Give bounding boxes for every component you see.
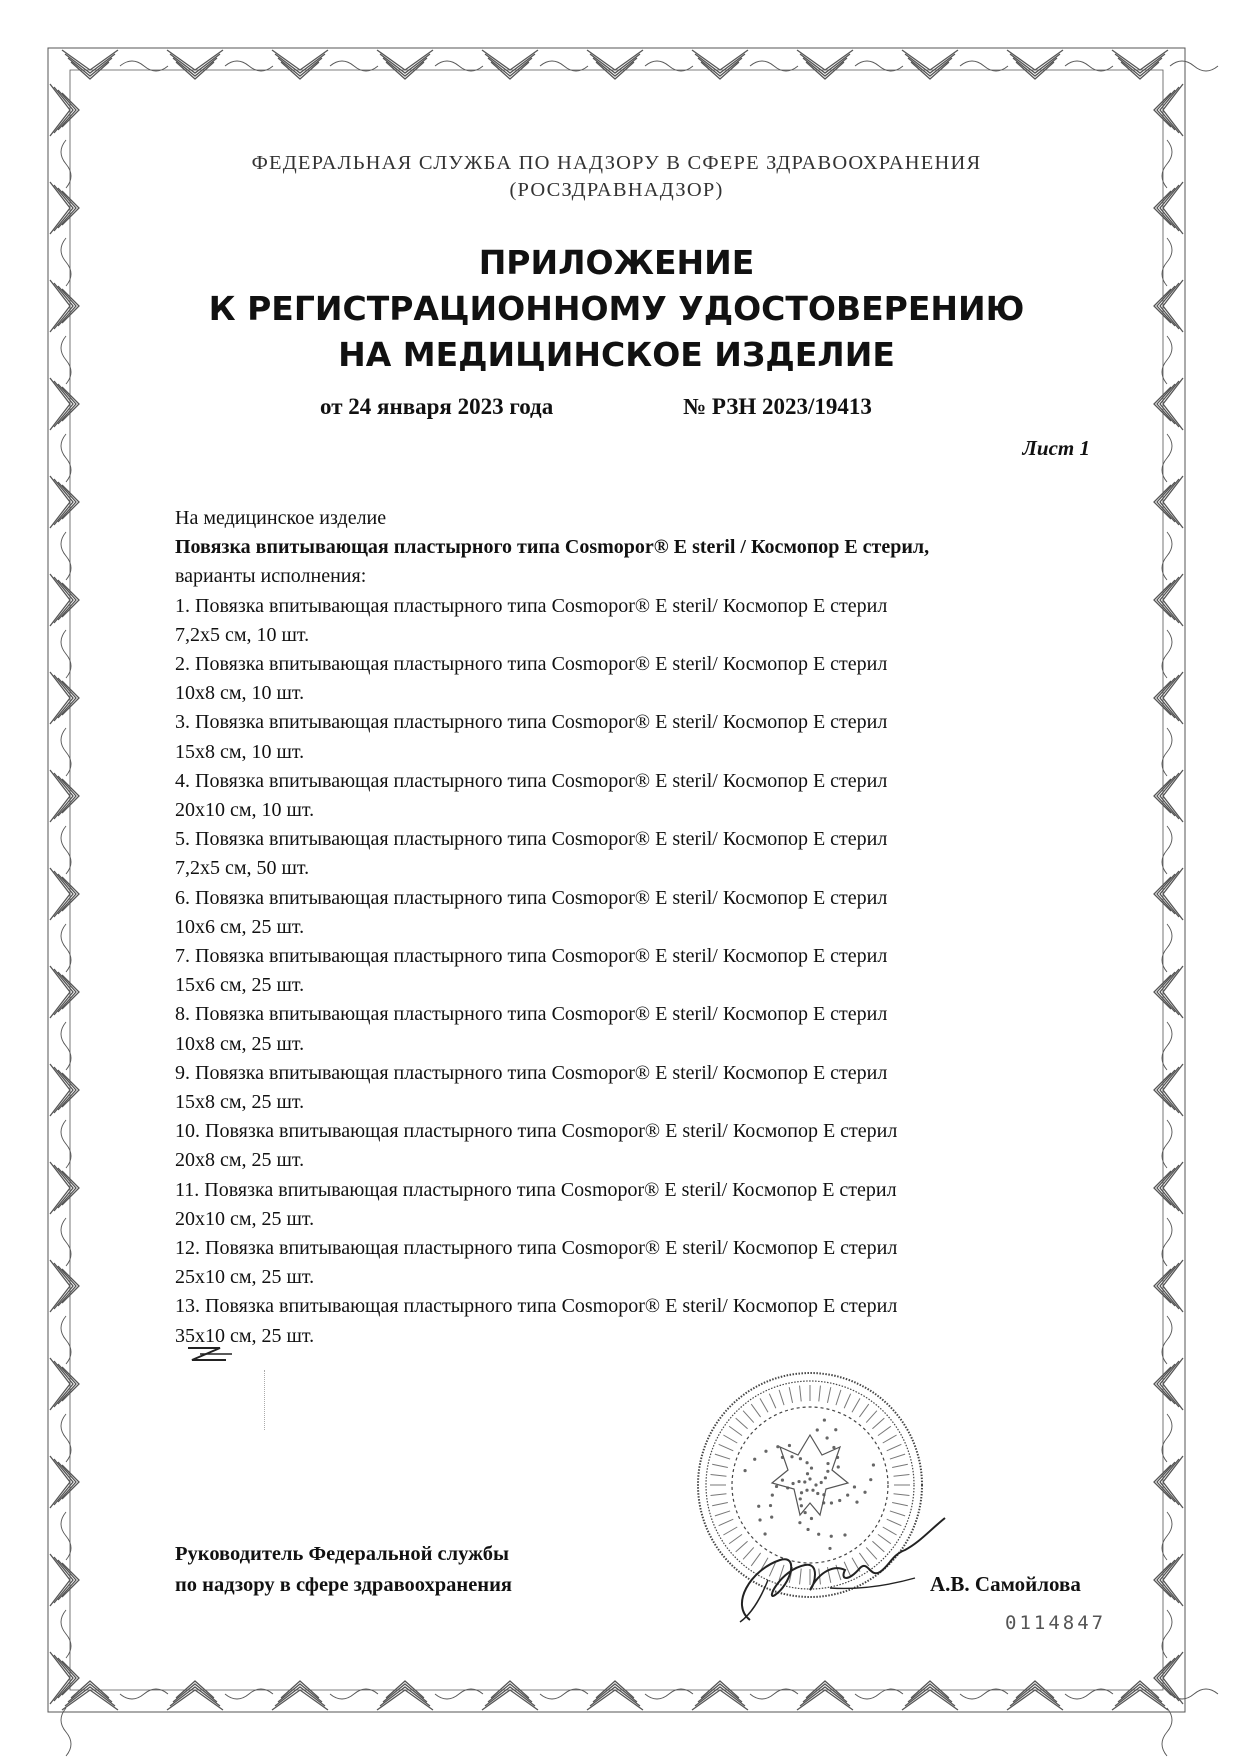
- role-line-1: Руководитель Федеральной службы: [175, 1543, 509, 1565]
- variant-size: 20x10 см, 25 шт.: [175, 1207, 315, 1230]
- variants-list: [175, 592, 1125, 1351]
- variant-item: [175, 1176, 1125, 1234]
- variant-item: [175, 1292, 1125, 1350]
- variant-description: 9. Повязка впитывающая пластырного типа Cosmopor® E steril/ Космопор Е стерил: [175, 1061, 888, 1084]
- dotted-line: [264, 1370, 265, 1430]
- signature: [720, 1510, 960, 1630]
- document-title: [150, 240, 1083, 378]
- variant-description: 13. Повязка впитывающая пластырного типа Cosmopor® E steril/ Космопор Е стерил: [175, 1295, 898, 1318]
- variant-size: 15x6 см, 25 шт.: [175, 974, 305, 997]
- title-line-2: К РЕГИСТРАЦИОННОМУ УДОСТОВЕРЕНИЮ: [208, 289, 1025, 328]
- variant-size: 10x6 см, 25 шт.: [175, 915, 305, 938]
- signatory-name: А.В. Самойлова: [930, 1572, 1081, 1596]
- variant-size: 25x10 см, 25 шт.: [175, 1266, 315, 1289]
- issue-date: от 24 января 2023 года: [320, 394, 554, 419]
- variant-size: 20x10 см, 10 шт.: [175, 799, 315, 822]
- variant-item: [175, 1117, 1125, 1175]
- intro-text: На медицинское изделие: [175, 507, 387, 529]
- sheet-number: Лист 1: [1022, 436, 1090, 460]
- variant-item: [175, 650, 1125, 708]
- form-serial-number: 0114847: [1005, 1612, 1107, 1634]
- variant-size: 15x8 см, 10 шт.: [175, 740, 305, 763]
- variant-item: [175, 1000, 1125, 1058]
- variant-size: 7,2x5 см, 50 шт.: [175, 857, 310, 880]
- title-line-3: НА МЕДИЦИНСКОЕ ИЗДЕЛИЕ: [338, 335, 895, 374]
- agency-name: ФЕДЕРАЛЬНАЯ СЛУЖБА ПО НАДЗОРУ В СФЕРЕ ЗДРАВООХРАНЕНИЯ: [251, 152, 982, 174]
- variant-description: 11. Повязка впитывающая пластырного типа Cosmopor® E steril/ Космопор Е стерил: [175, 1178, 897, 1201]
- registration-number: № РЗН 2023/19413: [683, 394, 872, 419]
- agency-header: [150, 150, 1083, 204]
- variant-item: [175, 592, 1125, 650]
- variant-item: [175, 1234, 1125, 1292]
- variant-size: 7,2x5 см, 10 шт.: [175, 623, 310, 646]
- variant-item: [175, 942, 1125, 1000]
- variant-description: 5. Повязка впитывающая пластырного типа Cosmopor® E steril/ Космопор Е стерил: [175, 828, 888, 851]
- signatory-role: [175, 1539, 512, 1601]
- variants-label: варианты исполнения:: [175, 565, 367, 588]
- variant-item: [175, 708, 1125, 766]
- title-line-1: ПРИЛОЖЕНИЕ: [478, 243, 755, 282]
- variant-description: 10. Повязка впитывающая пластырного типа Cosmopor® E steril/ Космопор Е стерил: [175, 1120, 898, 1143]
- variant-size: 35x10 см, 25 шт.: [175, 1324, 315, 1347]
- variant-size: 20x8 см, 25 шт.: [175, 1149, 305, 1172]
- variant-description: 1. Повязка впитывающая пластырного типа Cosmopor® E steril/ Космопор Е стерил: [175, 594, 888, 617]
- variant-description: 4. Повязка впитывающая пластырного типа Cosmopor® E steril/ Космопор Е стерил: [175, 769, 888, 792]
- variant-description: 6. Повязка впитывающая пластырного типа Cosmopor® E steril/ Космопор Е стерил: [175, 886, 888, 909]
- variant-size: 10x8 см, 25 шт.: [175, 1032, 305, 1055]
- variant-description: 7. Повязка впитывающая пластырного типа Cosmopor® E steril/ Космопор Е стерил: [175, 945, 888, 968]
- agency-abbr: (РОСЗДРАВНАДЗОР): [509, 179, 724, 201]
- variant-item: [175, 884, 1125, 942]
- variant-item: [175, 1059, 1125, 1117]
- variant-description: 3. Повязка впитывающая пластырного типа Cosmopor® E steril/ Космопор Е стерил: [175, 711, 888, 734]
- variant-size: 10x8 см, 10 шт.: [175, 682, 305, 705]
- variant-description: 8. Повязка впитывающая пластырного типа Cosmopor® E steril/ Космопор Е стерил: [175, 1003, 888, 1026]
- variant-description: 2. Повязка впитывающая пластырного типа Cosmopor® E steril/ Космопор Е стерил: [175, 653, 888, 676]
- handwritten-mark: [180, 1340, 260, 1370]
- variant-description: 12. Повязка впитывающая пластырного типа Cosmopor® E steril/ Космопор Е стерил: [175, 1237, 898, 1260]
- document-body: [175, 504, 1125, 1351]
- product-name: Повязка впитывающая пластырного типа Cosmopor® E steril / Космопор Е стерил,: [175, 536, 930, 559]
- variant-size: 15x8 см, 25 шт.: [175, 1091, 305, 1114]
- variant-item: [175, 825, 1125, 883]
- role-line-2: по надзору в сфере здравоохранения: [175, 1574, 513, 1596]
- variant-item: [175, 767, 1125, 825]
